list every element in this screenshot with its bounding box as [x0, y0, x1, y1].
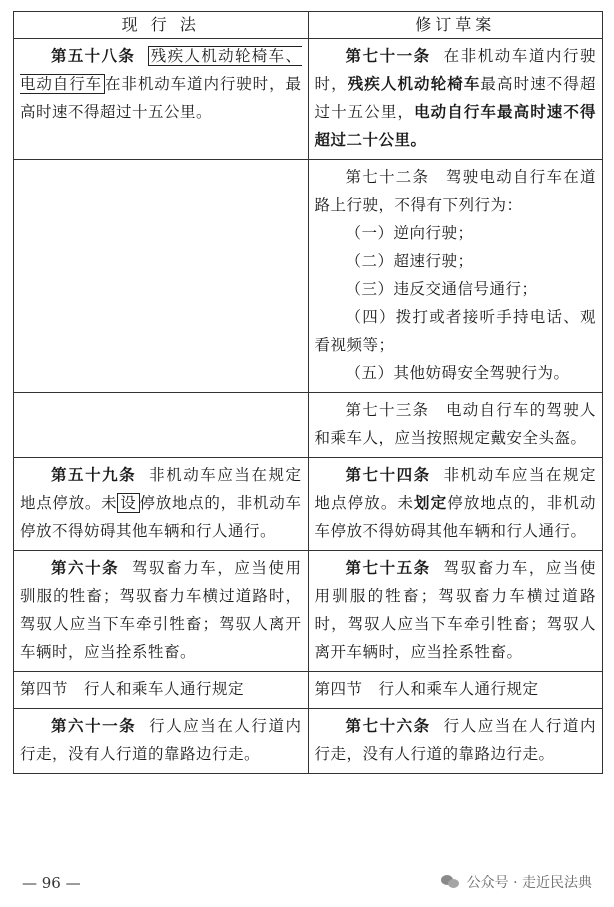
article-text: 行人应当在人行道内行走，没有人行道的靠路边行走。 [314, 717, 596, 763]
bold-text: 电动自行车最高时速不得超过二十公里。 [314, 102, 596, 149]
article-text: 最高时速不得超过十五公里， [314, 75, 596, 121]
table-row [14, 39, 603, 160]
article-number: 第七十六条 [345, 716, 431, 735]
article-text: 非机动车应当在规定地点停放。未 [20, 466, 302, 512]
table-header-row [14, 12, 603, 39]
article-text: 行人应当在人行道内行走，没有人行道的靠路边行走。 [20, 717, 302, 763]
article-text: 非机动车应当在规定地点停放。未 [314, 466, 596, 512]
cell-right [308, 709, 603, 774]
article-text: 驾驭畜力车，应当使用驯服的牲畜；驾驭畜力车横过道路时，驾驭人应当下车牵引牲畜；驾驭人离开车辆时，应当拴系牲畜。 [314, 559, 596, 661]
boxed-text: 残疾人机动轮椅车、电动自行车 [20, 47, 302, 93]
cell-left [14, 458, 309, 551]
bold-text: 划定 [414, 493, 448, 512]
comparison-table [13, 11, 603, 774]
article-text: 停放地点的，非机动车停放不得妨碍其他车辆和行人通行。 [314, 494, 596, 540]
bold-text: 残疾人机动轮椅车 [347, 74, 481, 93]
table-row [14, 458, 603, 551]
article-number: 第七十四条 [345, 465, 431, 484]
article-text: 在非机动车道内行驶时， [314, 47, 596, 93]
article-text: 在非机动车道内行驶时，最高时速不得超过十五公里。 [20, 75, 302, 121]
cell-right [308, 458, 603, 551]
cell-left [14, 39, 309, 160]
header-current-law: 现 行 法 [14, 12, 309, 39]
header-revised-draft: 修订草案 [308, 12, 603, 39]
article-text: 第七十三条 电动自行车的驾驶人和乘车人，应当按照规定戴安全头盔。 [314, 401, 596, 447]
table-row [14, 160, 603, 393]
watermark [441, 872, 592, 892]
list-item: （五）其他妨碍安全驾驶行为。 [345, 364, 570, 382]
section-heading-row [14, 672, 603, 709]
article-number: 第五十八条 [51, 46, 136, 65]
section-heading-right: 第四节 行人和乘车人通行规定 [308, 672, 603, 709]
cell-left-empty [14, 160, 309, 393]
section-heading-left: 第四节 行人和乘车人通行规定 [14, 672, 309, 709]
list-item: （三）违反交通信号通行； [345, 280, 538, 298]
table-row [14, 551, 603, 672]
cell-right [308, 393, 603, 458]
cell-left [14, 551, 309, 672]
article-number: 第六十一条 [51, 716, 137, 735]
article-number: 第七十一条 [345, 46, 431, 65]
table-row [14, 709, 603, 774]
list-item: （二）超速行驶； [345, 252, 474, 270]
article-intro: 第七十二条 驾驶电动自行车在道路上行驶，不得有下列行为： [314, 168, 596, 214]
cell-right [308, 160, 603, 393]
boxed-text: 设 [117, 493, 139, 513]
page-number: — 96 — [22, 874, 81, 892]
article-number: 第五十九条 [51, 465, 137, 484]
watermark-text: 公众号 · 走近民法典 [466, 875, 592, 891]
article-number: 第六十条 [51, 558, 120, 577]
cell-right [308, 551, 603, 672]
article-text: 驾驭畜力车，应当使用驯服的牲畜；驾驭畜力车横过道路时，驾驭人应当下车牵引牲畜；驾驭人离开车辆时，应当拴系牲畜。 [20, 559, 302, 661]
table-row [14, 393, 603, 458]
list-item: （四）拨打或者接听手持电话、观看视频等； [314, 308, 596, 354]
cell-left-empty [14, 393, 309, 458]
cell-left [14, 709, 309, 774]
cell-right [308, 39, 603, 160]
article-number: 第七十五条 [345, 558, 431, 577]
list-item: （一）逆向行驶； [345, 224, 474, 242]
wechat-icon [441, 874, 461, 890]
article-text: 停放地点的，非机动车停放不得妨碍其他车辆和行人通行。 [20, 494, 302, 540]
